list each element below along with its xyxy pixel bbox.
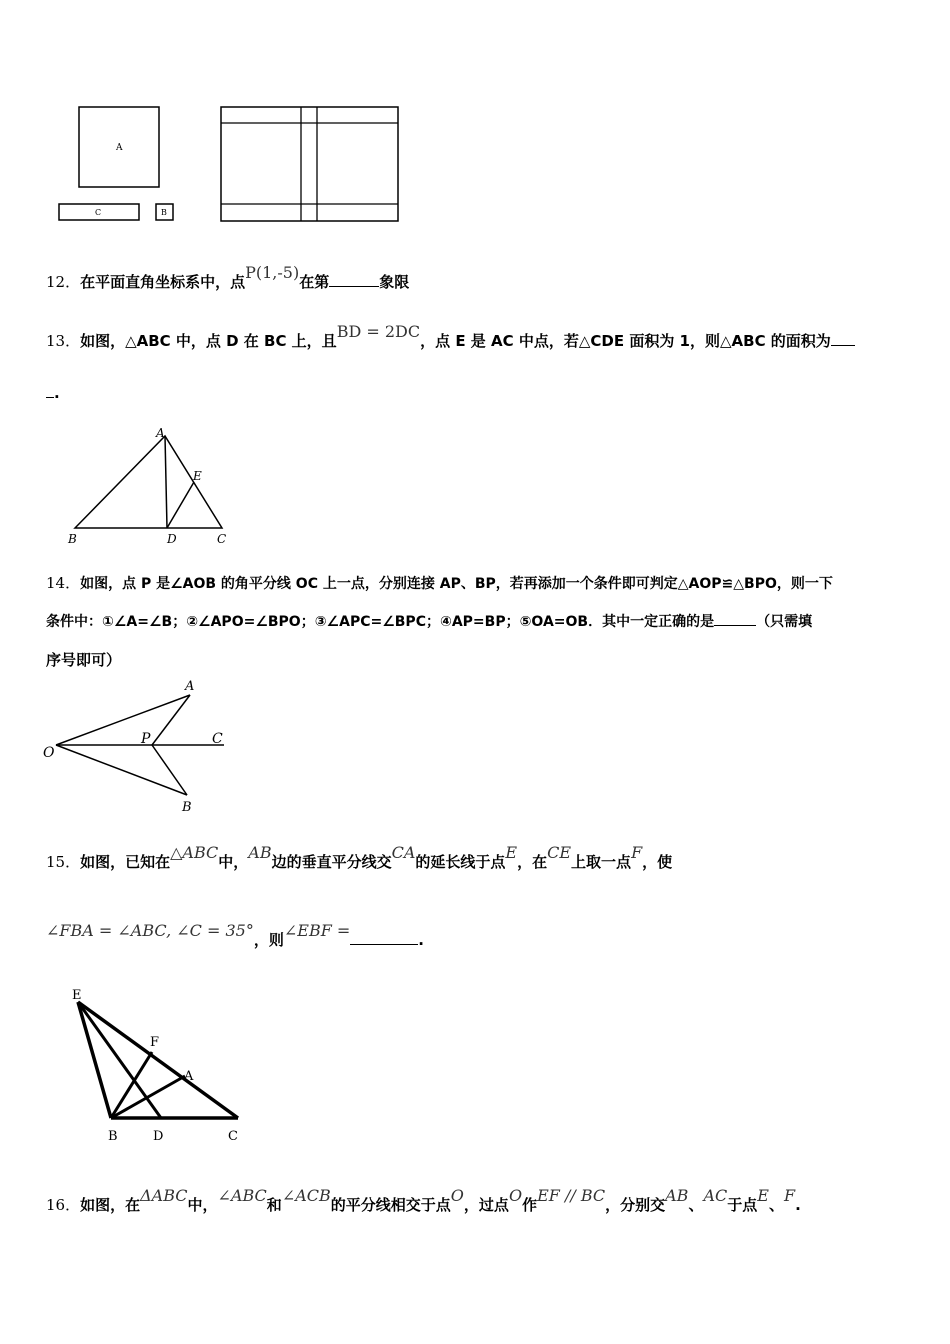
square-b-label: B	[161, 208, 167, 217]
q16-number: 16．	[46, 1196, 81, 1214]
q14-blank[interactable]	[714, 611, 756, 626]
question-13	[46, 322, 855, 351]
q15-math-ebf: ∠EBF =	[283, 921, 351, 940]
fig15-label-f: F	[150, 1035, 160, 1050]
q16-text5: ，过点	[463, 1196, 509, 1214]
q14-number: 14．	[46, 574, 81, 592]
q16-text9: 于点	[727, 1196, 758, 1214]
fig13-label-b: B	[68, 532, 77, 546]
figure-15-triangle	[68, 985, 253, 1150]
fig13-label-d: D	[167, 532, 177, 546]
question-14	[46, 573, 833, 594]
fig15-label-a: A	[184, 1069, 194, 1084]
q15-math-f: F	[631, 843, 643, 862]
q12-blank[interactable]	[329, 272, 379, 287]
q16-math-e: E	[757, 1186, 769, 1205]
q13-blank[interactable]	[831, 331, 855, 346]
fig14-label-b: B	[182, 800, 192, 815]
q13-text: 如图，△ABC 中，点 D 在 BC 上，且	[80, 332, 337, 350]
q16-math-acb: ∠ACB	[281, 1186, 331, 1205]
fig13-label-c: C	[217, 532, 227, 546]
q15-math-ab: AB	[248, 843, 272, 862]
q15-text2: 中，	[218, 853, 249, 871]
question-12	[46, 263, 410, 292]
q16-text7: ，分别交	[605, 1196, 666, 1214]
q16-text6: 作	[522, 1196, 538, 1214]
rect-c-label: C	[95, 208, 102, 217]
q16-text4: 的平分线相交于点	[330, 1196, 451, 1214]
q14-line1: 如图，点 P 是∠AOB 的角平分线 OC 上一点，分别连接 AP、BP，若再添加一个条件即可判定△AOP≌△BPO，则一下	[80, 576, 833, 592]
figure-13-triangle	[60, 425, 240, 550]
fig13-label-e: E	[193, 469, 202, 483]
q16-math-ab: AB	[665, 1186, 689, 1205]
q16-math-ac: AC	[703, 1186, 728, 1205]
question-16	[46, 1186, 801, 1215]
q15-text5: ，在	[517, 853, 548, 871]
q13-text2: ，点 E 是 AC 中点，若△CDE 面积为 1，则△ABC 的面积为	[420, 332, 831, 350]
q13-blank-cont[interactable]	[46, 383, 54, 398]
q15-period: .	[418, 931, 424, 949]
figure-14-angle	[42, 675, 227, 815]
q15-text8: ，则	[253, 931, 284, 949]
square-a-label: A	[116, 143, 123, 153]
q14-conditions: 条件中：①∠A=∠B；②∠APO=∠BPO；③∠APC=∠BPC；④AP=BP；⑤OA=OB．其中一定正确的是	[46, 614, 715, 630]
fig13-label-a: A	[156, 426, 165, 440]
question-15-line2	[46, 921, 424, 950]
figure-area-diagram	[55, 100, 415, 230]
q15-math-ce: CE	[547, 843, 572, 862]
q15-math-ca: CA	[391, 843, 416, 862]
q15-math-e: E	[505, 843, 518, 862]
q16-math-o2: O	[508, 1186, 523, 1205]
q16-math-triangle: ΔABC	[140, 1186, 188, 1205]
q16-text8: 、	[688, 1196, 704, 1214]
q15-math-condition: ∠FBA = ∠ABC, ∠C = 35°	[46, 921, 254, 940]
q16-math-f: F	[783, 1186, 796, 1205]
q16-math-o: O	[450, 1186, 464, 1205]
q12-text: 在平面直角坐标系中，点	[80, 273, 246, 291]
q15-math-triangle: △ABC	[170, 843, 219, 862]
question-14-line2	[46, 611, 812, 632]
q15-text4: 的延长线于点	[415, 853, 506, 871]
q15-text6: 上取一点	[571, 853, 632, 871]
fig14-label-c: C	[212, 731, 223, 747]
q12-text3: 象限	[379, 273, 410, 291]
q15-blank[interactable]	[350, 930, 418, 945]
q13-condition: BD = 2DC	[336, 322, 421, 341]
q16-math-parallel: EF // BC	[537, 1186, 606, 1205]
q14-hint: （只需填	[756, 614, 813, 630]
q15-text1: 如图，已知在	[80, 853, 171, 871]
fig15-label-d: D	[153, 1129, 164, 1144]
fig14-label-o: O	[43, 745, 55, 761]
q16-math-abc: ∠ABC	[217, 1186, 267, 1205]
q15-number: 15．	[46, 853, 81, 871]
q12-text2: 在第	[299, 273, 330, 291]
q15-text3: 边的垂直平分线交	[271, 853, 392, 871]
fig15-label-b: B	[108, 1129, 118, 1144]
q12-point: P(1,-5)	[245, 263, 300, 282]
q13-number: 13．	[46, 332, 81, 350]
q16-text10: 、	[768, 1196, 784, 1214]
fig15-label-e: E	[72, 988, 82, 1003]
q16-text3: 和	[266, 1196, 282, 1214]
q16-period: .	[795, 1196, 801, 1214]
fig14-label-p: P	[141, 731, 151, 747]
q13-period: .	[54, 384, 60, 402]
fig14-label-a: A	[185, 679, 195, 694]
q15-text7: ，使	[642, 853, 673, 871]
q16-text1: 如图，在	[80, 1196, 141, 1214]
q14-line3: 序号即可）	[46, 651, 122, 669]
question-13-cont	[46, 383, 60, 403]
question-15	[46, 843, 673, 872]
q12-number: 12．	[46, 273, 81, 291]
q16-text2: 中，	[187, 1196, 218, 1214]
fig15-label-c: C	[228, 1129, 238, 1144]
question-14-line3	[46, 650, 121, 670]
